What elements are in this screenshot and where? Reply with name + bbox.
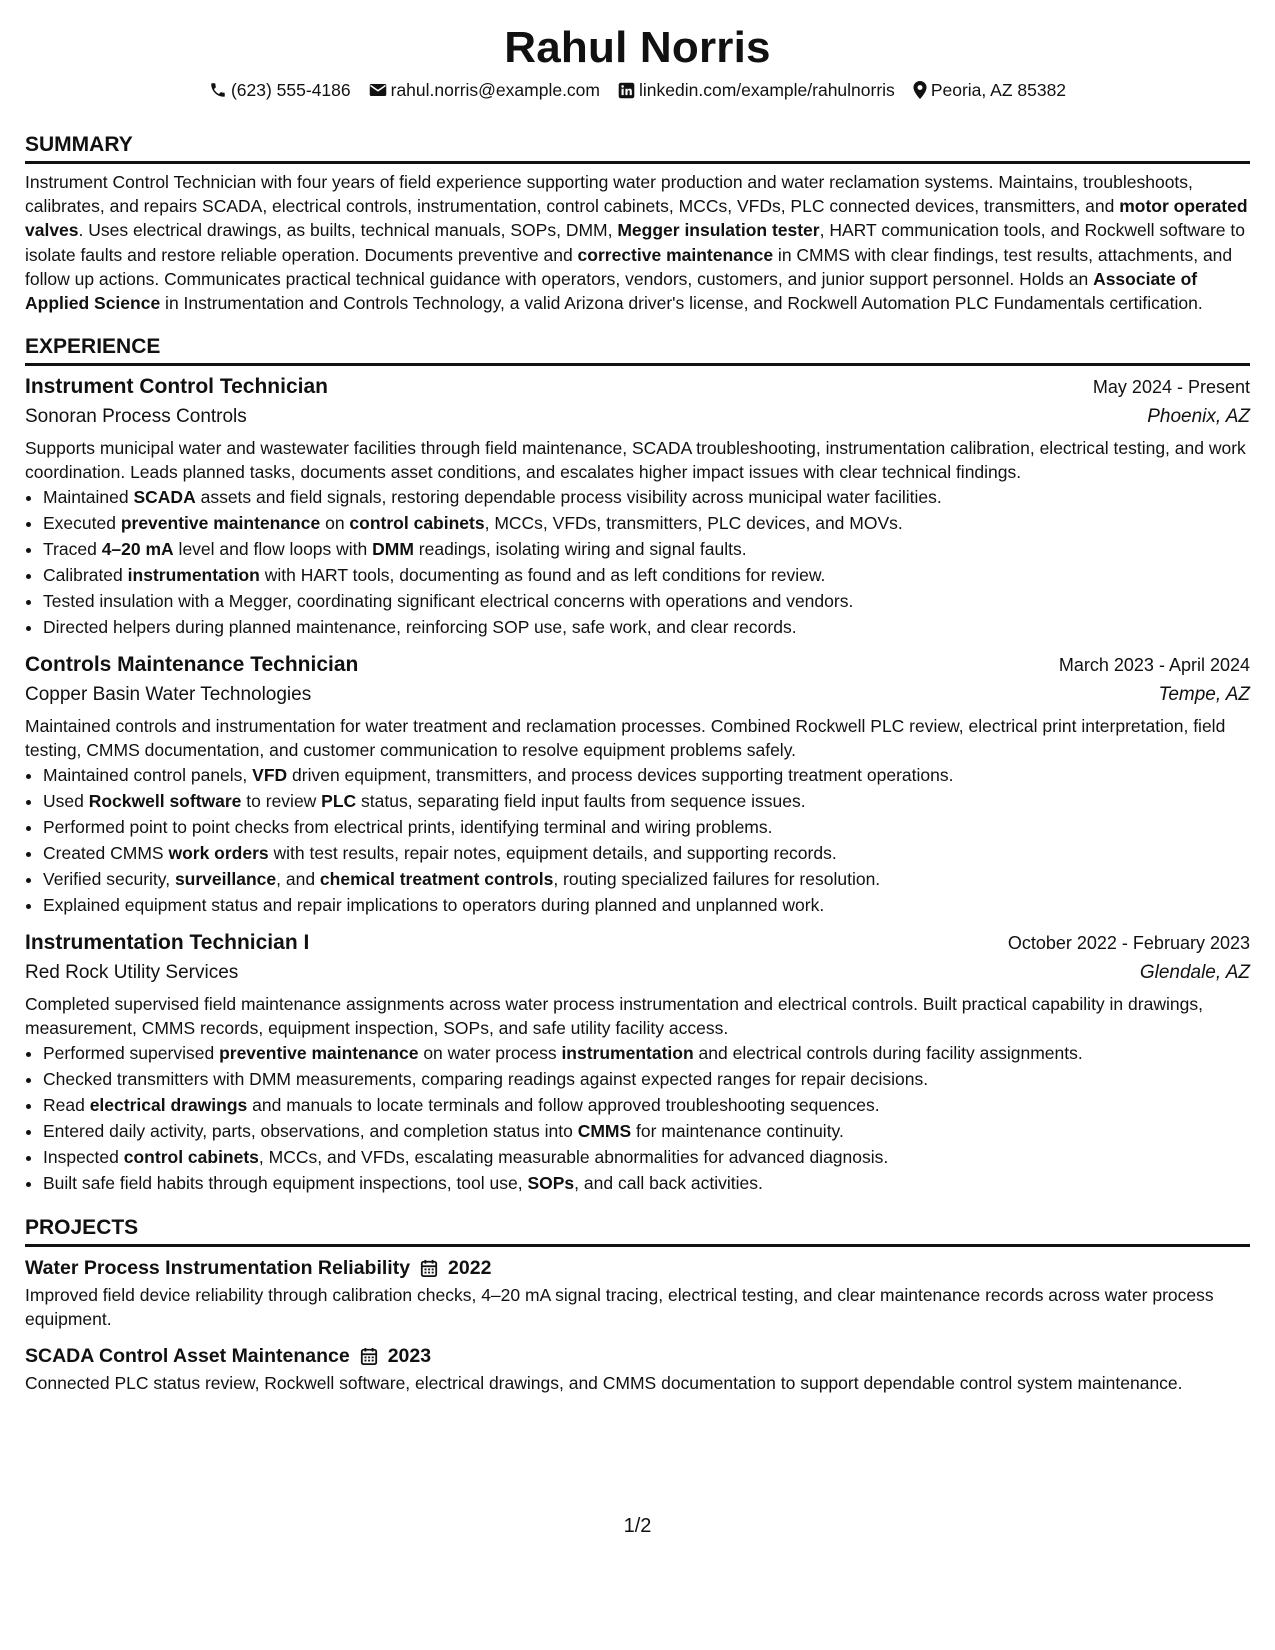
bold-keyword: surveillance (174, 869, 277, 890)
project-name: SCADA Control Asset Maintenance (25, 1345, 350, 1368)
text-run: Built safe field habits through equipment inspections, tool use, (43, 1173, 528, 1194)
text-run: Maintained control panels, (43, 765, 253, 786)
job-company-row (25, 958, 1250, 988)
text-run: and manuals to locate terminals and follow approved troubleshooting sequences. (247, 1095, 880, 1116)
bullet-item (43, 484, 1250, 510)
bold-keyword: 4–20 mA (101, 539, 174, 560)
job-dates: March 2023 - April 2024 (1058, 655, 1250, 676)
bullet-item (43, 1144, 1250, 1170)
projects-title: PROJECTS (25, 1216, 139, 1240)
job-title: Instrumentation Technician I (25, 931, 310, 955)
bullet-item (43, 1170, 1250, 1196)
contact-linkedin[interactable] (618, 78, 895, 102)
job-title: Controls Maintenance Technician (25, 653, 359, 677)
linkedin-icon (618, 82, 635, 99)
text-run: on (320, 513, 350, 534)
job-title-row (25, 928, 1250, 958)
job-entry (25, 928, 1250, 1196)
project-title-row (25, 1253, 1250, 1283)
text-run: , MCCs, and VFDs, escalating measurable abnormalities for advanced diagnosis. (258, 1147, 889, 1168)
text-run: Directed helpers during planned maintenance, reinforcing SOP use, safe work, and clear records. (43, 617, 797, 638)
text-run: on water process (418, 1043, 562, 1064)
bold-keyword: motor operated valves (25, 196, 1248, 241)
company-name: Red Rock Utility Services (25, 962, 239, 984)
bold-keyword: DMM (372, 539, 414, 560)
text-run: Inspected (43, 1147, 124, 1168)
text-run: Performed supervised (43, 1043, 220, 1064)
envelope-icon (369, 82, 387, 98)
bullet-item (43, 588, 1250, 614)
bold-keyword: preventive maintenance (219, 1043, 419, 1064)
calendar-icon (420, 1259, 438, 1278)
bullet-item (43, 562, 1250, 588)
project-entry (25, 1341, 1250, 1395)
contact-phone (209, 78, 351, 102)
text-run: Used (43, 791, 89, 812)
text-run: to review (241, 791, 322, 812)
job-description: Supports municipal water and wastewater facilities through field maintenance, SCADA troubleshooting, instrumentation calibration, electrical testing, and work coordination. Leads planned tasks, documents asset conditions, and escalates higher impact issues with clear technical findings. (25, 438, 1246, 483)
contact-email[interactable] (369, 78, 600, 102)
bullet-item (43, 814, 1250, 840)
text-run: Created CMMS (43, 843, 169, 864)
experience-header (25, 333, 1250, 366)
job-company-row (25, 680, 1250, 710)
bold-keyword: instrumentation (561, 1043, 694, 1064)
project-description: Connected PLC status review, Rockwell software, electrical drawings, and CMMS documentation to support dependable control system maintenance. (25, 1373, 1183, 1394)
bullet-item (43, 866, 1250, 892)
experience-list (25, 372, 1250, 1196)
phone-icon (209, 81, 227, 99)
bullet-item (43, 510, 1250, 536)
text-run: Entered daily activity, parts, observations, and completion status into (43, 1121, 578, 1142)
bold-keyword: SCADA (133, 487, 196, 508)
bold-keyword: preventive maintenance (120, 513, 321, 534)
text-run: readings, isolating wiring and signal faults. (413, 539, 747, 560)
job-entry (25, 650, 1250, 918)
bold-keyword: work orders (168, 843, 269, 864)
bullet-item (43, 788, 1250, 814)
text-run: and electrical controls during facility assignments. (693, 1043, 1083, 1064)
location-text: Peoria, AZ 85382 (930, 80, 1067, 100)
job-location: Glendale, AZ (1139, 962, 1250, 984)
text-run: assets and field signals, restoring dependable process visibility across municipal water facilities. (195, 487, 942, 508)
text-run: , and call back activities. (574, 1173, 763, 1194)
text-run: in CMMS with clear findings, test results, attachments, and follow up actions. Communicates practical technical guidance with operators, vendors, customers, and junior support personnel. Holds an (25, 244, 1233, 289)
bullet-item (43, 840, 1250, 866)
job-title-row (25, 372, 1250, 402)
bullet-item (43, 892, 1250, 918)
text-run: for maintenance continuity. (631, 1121, 844, 1142)
bold-keyword: chemical treatment controls (319, 869, 554, 890)
bold-keyword: control cabinets (349, 513, 485, 534)
experience-title: EXPERIENCE (25, 335, 161, 359)
contact-bar (25, 78, 1250, 102)
text-run: , MCCs, VFDs, transmitters, PLC devices, and MOVs. (484, 513, 903, 534)
projects-list (25, 1253, 1250, 1395)
job-bullets (25, 762, 1250, 918)
text-run: Explained equipment status and repair implications to operators during planned and unplanned work. (43, 895, 825, 916)
job-company-row (25, 402, 1250, 432)
bullet-item (43, 1066, 1250, 1092)
map-pin-icon (913, 81, 927, 99)
text-run: with test results, repair notes, equipment details, and supporting records. (268, 843, 837, 864)
text-run: level and flow loops with (173, 539, 373, 560)
bold-keyword: Rockwell software (88, 791, 242, 812)
text-run: , routing specialized failures for resolution. (553, 869, 881, 890)
job-location: Tempe, AZ (1158, 684, 1250, 706)
bullet-item (43, 762, 1250, 788)
summary-text (25, 170, 1250, 315)
text-run: Verified security, (43, 869, 175, 890)
bullet-item (43, 1118, 1250, 1144)
job-bullets (25, 1040, 1250, 1196)
job-dates: May 2024 - Present (1092, 377, 1250, 398)
text-run: Executed (43, 513, 121, 534)
linkedin-link[interactable]: linkedin.com/example/rahulnorris (639, 80, 895, 100)
phone-text: (623) 555-4186 (230, 80, 351, 100)
bold-keyword: electrical drawings (89, 1095, 248, 1116)
text-run: , and (276, 869, 320, 890)
job-description: Completed supervised field maintenance assignments across water process instrumentation and electrical controls. Built practical capability in drawings, measurement, CMMS records, equipment inspection, SOPs, and safe utility facility access. (25, 994, 1203, 1039)
text-run: Performed point to point checks from electrical prints, identifying terminal and wiring problems. (43, 817, 773, 838)
project-description: Improved field device reliability through calibration checks, 4–20 mA signal tracing, electrical testing, and clear maintenance records across water process equipment. (25, 1285, 1214, 1330)
job-title: Instrument Control Technician (25, 375, 328, 399)
text-run: Calibrated (43, 565, 128, 586)
text-run: Tested insulation with a Megger, coordinating significant electrical concerns with operations and vendors. (43, 591, 854, 612)
text-run: Traced (43, 539, 102, 560)
job-dates: October 2022 - February 2023 (1007, 933, 1250, 954)
company-name: Copper Basin Water Technologies (25, 684, 312, 706)
bullet-item (43, 1040, 1250, 1066)
summary-title: SUMMARY (25, 133, 133, 156)
bold-keyword: control cabinets (123, 1147, 259, 1168)
calendar-icon (360, 1347, 378, 1366)
summary-header (25, 131, 1250, 164)
bullet-item (43, 614, 1250, 640)
company-name: Sonoran Process Controls (25, 406, 247, 428)
text-run: status, separating field input faults from sequence issues. (356, 791, 806, 812)
bullet-item (43, 1092, 1250, 1118)
job-bullets (25, 484, 1250, 640)
project-year: 2022 (448, 1257, 492, 1280)
bullet-item (43, 536, 1250, 562)
job-entry (25, 372, 1250, 640)
projects-header (25, 1214, 1250, 1247)
bold-keyword: VFD (252, 765, 288, 786)
bold-keyword: instrumentation (127, 565, 260, 586)
candidate-name: Rahul Norris (504, 23, 771, 72)
text-run: Instrument Control Technician with four years of field experience supporting water production and water reclamation systems. Maintains, troubleshoots, calibrates, and repairs SCADA, electrical controls, instrumentation, control cabinets, MCCs, VFDs, PLC connected devices, transmitters, and (25, 172, 1193, 217)
project-title-row (25, 1341, 1250, 1371)
text-run: driven equipment, transmitters, and process devices supporting treatment operations. (287, 765, 954, 786)
text-run: , HART communication tools, and Rockwell software to isolate faults and restore reliable operation. Documents preventive and (25, 220, 1245, 265)
resume-page (25, 22, 1250, 1395)
text-run: Checked transmitters with DMM measurements, comparing readings against expected ranges for repair decisions. (43, 1069, 929, 1090)
bold-keyword: SOPs (527, 1173, 575, 1194)
job-location: Phoenix, AZ (1147, 406, 1250, 428)
text-run: Maintained (43, 487, 134, 508)
bold-keyword: corrective maintenance (577, 244, 774, 265)
bold-keyword: CMMS (577, 1121, 632, 1142)
bold-keyword: PLC (321, 791, 357, 812)
project-year: 2023 (387, 1345, 432, 1368)
email-link[interactable]: rahul.norris@example.com (390, 80, 600, 100)
contact-location (913, 78, 1066, 102)
bold-keyword: Megger insulation tester (617, 220, 820, 241)
project-name: Water Process Instrumentation Reliability (25, 1257, 411, 1280)
text-run: Read (43, 1095, 90, 1116)
bold-keyword: Associate of Applied Science (25, 268, 1198, 314)
text-run: with HART tools, documenting as found and as left conditions for review. (259, 565, 826, 586)
job-title-row (25, 650, 1250, 680)
text-run: . Uses electrical drawings, as builts, technical manuals, SOPs, DMM, (78, 220, 618, 241)
page-number: 1/2 (623, 1515, 652, 1537)
project-entry (25, 1253, 1250, 1331)
job-description: Maintained controls and instrumentation for water treatment and reclamation processes. Combined Rockwell PLC review, electrical print interpretation, field testing, CMMS documentation, and customer communication to resolve equipment problems safely. (25, 716, 1226, 761)
text-run: in Instrumentation and Controls Technology, a valid Arizona driver's license, and Rockwell Automation PLC Fundamentals certification. (160, 293, 1203, 314)
